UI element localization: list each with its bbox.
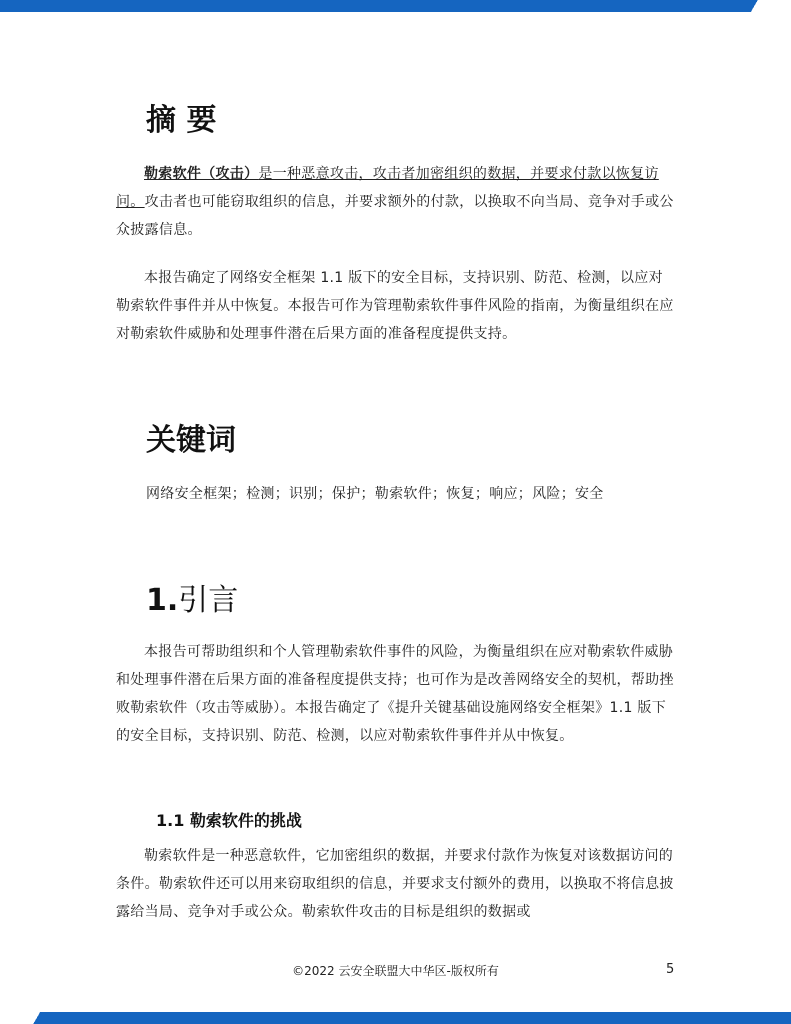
- abstract-extra-text: 攻击者也可能窃取组织的信息，并要求额外的付款，以换取不向当局、竞争对手或公众披露信息。: [116, 194, 674, 238]
- section-1-1-paragraph-1: 勒索软件是一种恶意软件，它加密组织的数据，并要求付款作为恢复对该数据访问的条件。勒索软件还可以用来窃取组织的信息，并要求支付额外的费用，以换取不将信息披露给当局、竞争对手或公众。勒索软件攻击的目标是组织的数据或: [116, 848, 674, 920]
- footer-accent-bar-cut: [0, 1012, 60, 1024]
- header-accent-bar: [0, 0, 791, 12]
- intro-paragraph-1: 本报告可帮助组织和个人管理勒索软件事件的风险，为衡量组织在应对勒索软件威胁和处理事件潜在后果方面的准备程度提供支持；也可作为是改善网络安全的契机，帮助挫败勒索软件（攻击等威胁）。本报告确定了《提升关键基础设施网络安全框架》1.1 版下的安全目标，支持识别、防范、检测，以应对勒索软件事件并从中恢复。: [116, 644, 674, 744]
- footer-accent-bar: [0, 1012, 791, 1024]
- footer-copyright: ©2022 云安全联盟大中华区-版权所有: [292, 964, 499, 978]
- intro-heading-number: 1.: [146, 583, 179, 618]
- intro-heading-text: 引言: [178, 583, 239, 618]
- page-number: 5: [666, 962, 675, 977]
- abstract-term: 勒索软件（攻击）: [144, 166, 259, 182]
- section-1-1-heading: 1.1 勒索软件的挑战: [156, 811, 302, 830]
- keywords-heading: 关键词: [146, 423, 236, 458]
- header-accent-bar-cut: [731, 0, 791, 12]
- abstract-definition-text: 是一种恶意攻击，攻击者加密组织的数据，并要求付款以恢复访问。: [116, 166, 659, 210]
- abstract-heading: 摘 要: [146, 103, 217, 138]
- intro-heading: [146, 575, 238, 619]
- abstract-paragraph-2: 本报告确定了网络安全框架 1.1 版下的安全目标，支持识别、防范、检测，以应对勒索软件事件并从中恢复。本报告可作为管理勒索软件事件风险的指南，为衡量组织在应对勒索软件威胁和处理事件潜在后果方面的准备程度提供支持。: [116, 270, 674, 342]
- abstract-paragraph-1: [116, 160, 676, 244]
- keywords-list: 网络安全框架；检测；识别；保护；勒索软件；恢复；响应；风险；安全: [146, 486, 604, 502]
